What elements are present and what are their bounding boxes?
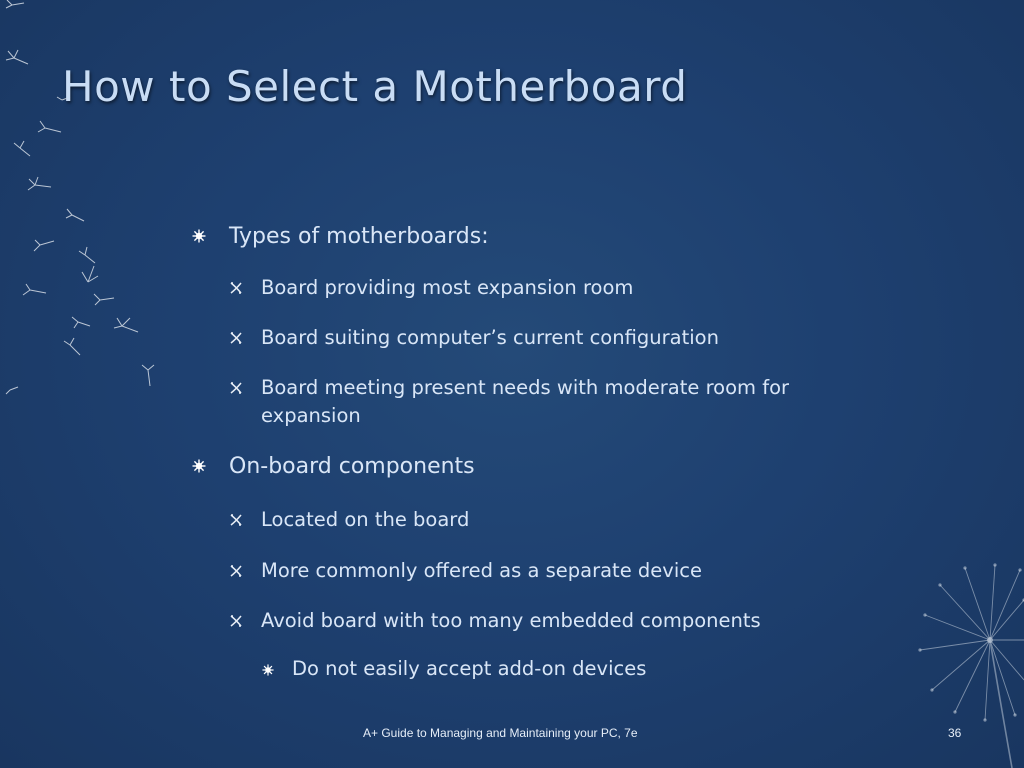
bullet-item bbox=[229, 224, 909, 249]
bullet-text: Do not easily accept add-on devices bbox=[292, 657, 647, 680]
footer-text: A+ Guide to Managing and Maintaining your PC, 7e bbox=[363, 726, 638, 740]
bullet-item bbox=[261, 324, 861, 352]
bullet-item bbox=[261, 607, 861, 635]
bullet-item bbox=[261, 506, 861, 534]
bullet-text: Board meeting present needs with moderate room for expansion bbox=[261, 376, 790, 427]
bullet-item bbox=[292, 657, 852, 680]
bullet-text: Board providing most expansion room bbox=[261, 276, 634, 299]
sunburst-bullet-icon bbox=[262, 664, 274, 676]
slide-title: How to Select a Motherboard bbox=[62, 62, 688, 111]
sunburst-bullet-icon bbox=[192, 459, 206, 473]
sunburst-bullet-icon bbox=[192, 229, 206, 243]
bullet-text: Avoid board with too many embedded components bbox=[261, 609, 761, 632]
bullet-text: Board suiting computer’s current configuration bbox=[261, 326, 719, 349]
page-number: 36 bbox=[948, 726, 962, 740]
bullet-text: On-board components bbox=[229, 454, 475, 479]
x-curl-bullet-icon bbox=[230, 282, 242, 294]
bullet-item bbox=[229, 454, 909, 479]
bullet-item bbox=[261, 274, 861, 302]
x-curl-bullet-icon bbox=[230, 382, 242, 394]
slide-footer bbox=[0, 724, 1024, 744]
bullet-item bbox=[261, 557, 861, 585]
bullet-text: More commonly offered as a separate device bbox=[261, 559, 702, 582]
bullet-text: Types of motherboards: bbox=[229, 224, 489, 249]
x-curl-bullet-icon bbox=[230, 332, 242, 344]
bullet-item bbox=[261, 374, 861, 430]
bullet-text: Located on the board bbox=[261, 508, 470, 531]
x-curl-bullet-icon bbox=[230, 615, 242, 627]
x-curl-bullet-icon bbox=[230, 514, 242, 526]
x-curl-bullet-icon bbox=[230, 565, 242, 577]
